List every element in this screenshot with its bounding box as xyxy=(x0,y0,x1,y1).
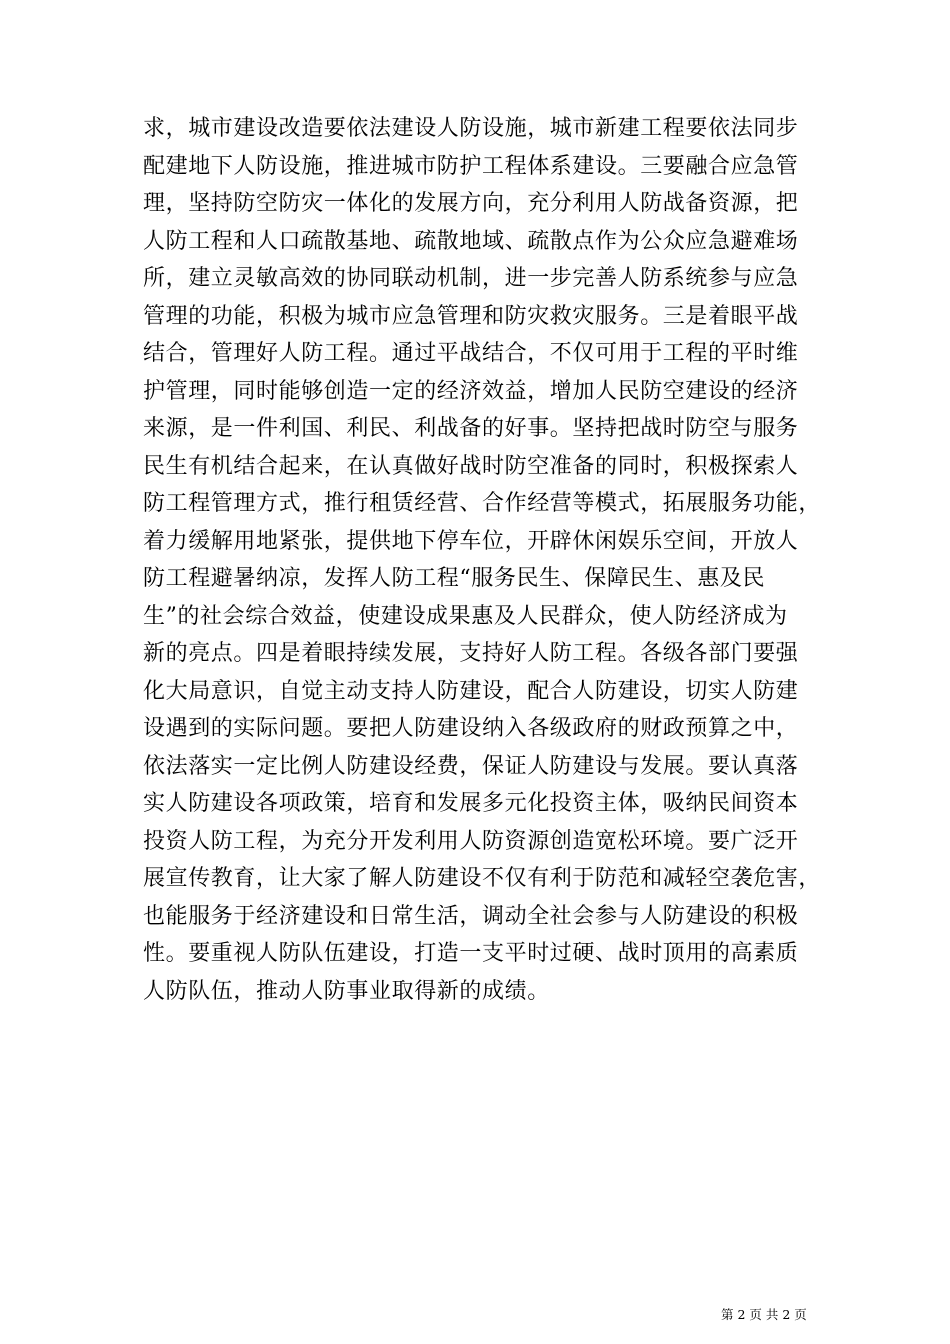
text-line: 生”的社会综合效益，使建设成果惠及人民群众，使人防经济成为 xyxy=(143,603,788,629)
text-line: 化大局意识，自觉主动支持人防建设，配合人防建设，切实人防建 xyxy=(143,678,799,704)
text-line: 护管理，同时能够创造一定的经济效益，增加人民防空建设的经济 xyxy=(143,378,799,404)
text-line: 也能服务于经济建设和日常生活，调动全社会参与人防建设的积极 xyxy=(143,903,799,929)
text-line: 民生有机结合起来，在认真做好战时防空准备的同时，积极探索人 xyxy=(143,453,799,479)
text-line: 结合，管理好人防工程。通过平战结合，不仅可用于工程的平时维 xyxy=(143,341,799,366)
page-number: 第 2 页 共 2 页 xyxy=(721,1307,807,1322)
text-line: 展宣传教育，让大家了解人防建设不仅有利于防范和减轻空袭危害， xyxy=(143,866,822,891)
text-line: 所，建立灵敏高效的协同联动机制，进一步完善人防系统参与应急 xyxy=(143,266,799,291)
text-line: 来源，是一件利国、利民、利战备的好事。坚持把战时防空与服务 xyxy=(143,416,799,441)
text-line: 设遇到的实际问题。要把人防建设纳入各级政府的财政预算之中， xyxy=(143,716,799,741)
text-line: 配建地下人防设施，推进城市防护工程体系建设。三要融合应急管 xyxy=(143,153,799,179)
text-line: 性。要重视人防队伍建设，打造一支平时过硬、战时顶用的高素质 xyxy=(143,941,799,966)
text-line: 防工程避暑纳凉，发挥人防工程“服务民生、保障民生、惠及民 xyxy=(143,566,766,591)
text-line: 管理的功能，积极为城市应急管理和防灾救灾服务。三是着眼平战 xyxy=(143,303,799,329)
text-line: 实人防建设各项政策，培育和发展多元化投资主体，吸纳民间资本 xyxy=(143,791,799,816)
text-line: 投资人防工程，为充分开发利用人防资源创造宽松环境。要广泛开 xyxy=(143,828,799,854)
text-line: 着力缓解用地紧张，提供地下停车位，开辟休闲娱乐空间，开放人 xyxy=(143,528,799,554)
text-line: 新的亮点。四是着眼持续发展，支持好人防工程。各级各部门要强 xyxy=(143,641,799,666)
text-line: 理，坚持防空防灾一体化的发展方向，充分利用人防战备资源，把 xyxy=(143,191,799,216)
text-line: 依法落实一定比例人防建设经费，保证人防建设与发展。要认真落 xyxy=(143,753,799,779)
text-line: 人防队伍，推动人防事业取得新的成绩。 xyxy=(143,978,550,1004)
text-line: 人防工程和人口疏散基地、疏散地域、疏散点作为公众应急避难场 xyxy=(143,228,799,254)
text-line: 防工程管理方式，推行租赁经营、合作经营等模式，拓展服务功能， xyxy=(143,491,822,516)
body-paragraph xyxy=(143,110,823,1010)
text-line: 求，城市建设改造要依法建设人防设施，城市新建工程要依法同步 xyxy=(143,116,799,141)
